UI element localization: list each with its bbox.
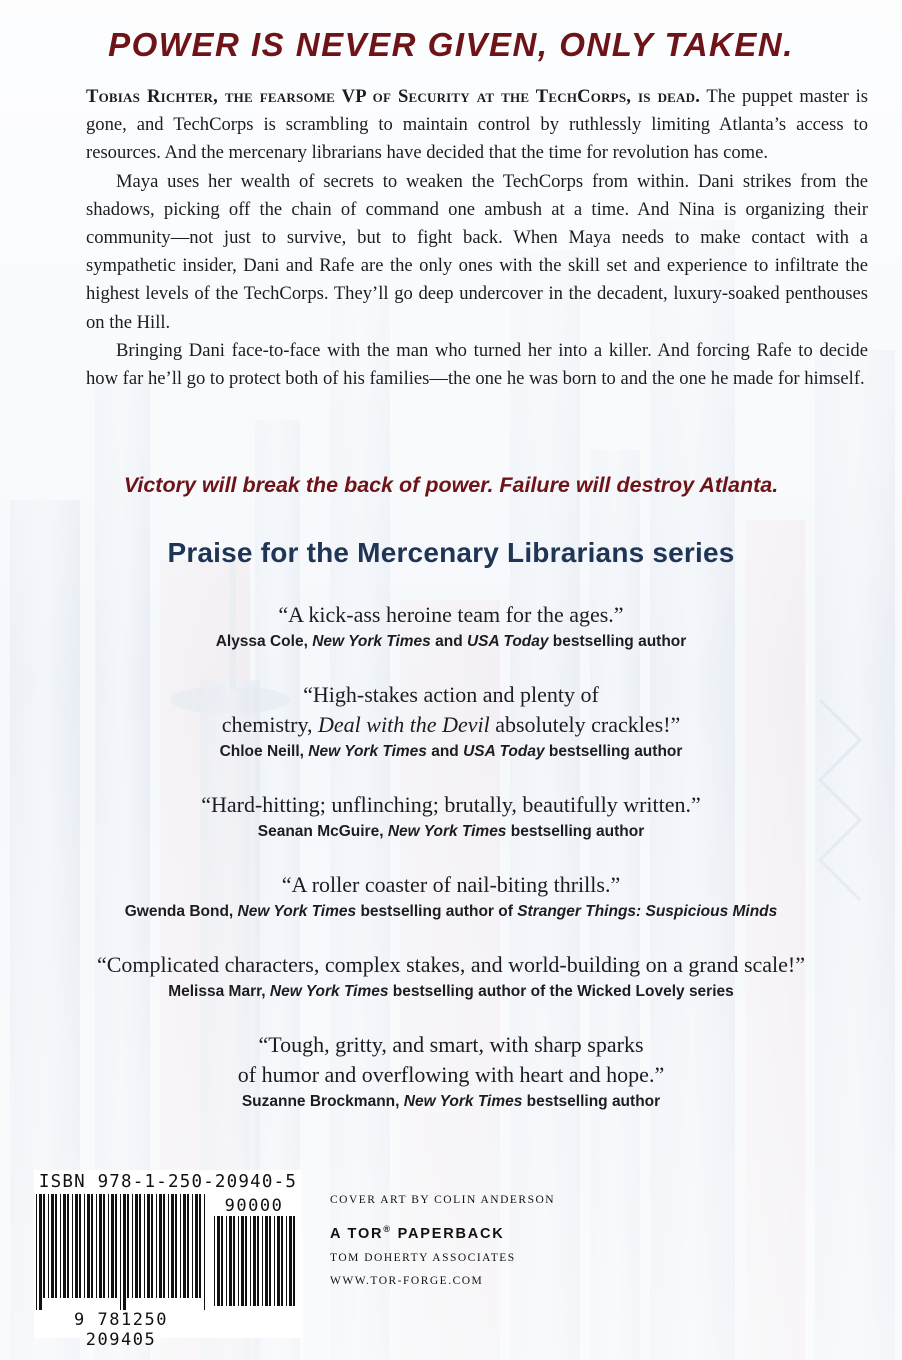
praise-title: Praise for the Mercenary Librarians series <box>167 537 735 568</box>
price-code: 90000 <box>224 1196 284 1216</box>
blurb-paragraph-1 <box>86 83 868 168</box>
barcode-bar <box>72 1194 73 1298</box>
barcode-bar <box>111 1194 114 1298</box>
barcode-bar <box>115 1194 117 1298</box>
barcode-bar <box>204 1194 205 1310</box>
barcode-bar <box>39 1194 42 1310</box>
isbn-barcode <box>34 1170 302 1350</box>
barcode-bar <box>48 1194 49 1298</box>
barcode-bar <box>156 1194 157 1298</box>
barcode-bar <box>192 1194 193 1298</box>
barcode-bar <box>51 1194 54 1298</box>
barcode-bar <box>281 1216 283 1306</box>
praise-quote: “Hard-hitting; unflinching; brutally, beautifully written.” <box>201 792 701 817</box>
barcode-bar <box>36 1194 37 1310</box>
praise-item-seanan-mcguire <box>0 790 902 842</box>
barcode-bar <box>67 1194 69 1298</box>
barcode-bar <box>79 1194 81 1298</box>
barcode-bar <box>250 1216 251 1306</box>
cover-art-credit: COVER ART BY COLIN ANDERSON <box>330 1194 556 1206</box>
barcode-bar <box>241 1216 244 1306</box>
barcode-bar <box>159 1194 162 1298</box>
barcode-bar <box>187 1194 189 1298</box>
barcode-bar <box>151 1194 153 1298</box>
barcode-bar <box>195 1194 198 1298</box>
barcode-bar <box>257 1216 259 1306</box>
praise-quote: “A roller coaster of nail-biting thrills.” <box>281 872 621 897</box>
barcode-bar <box>43 1194 45 1298</box>
barcode-bar <box>123 1194 126 1310</box>
praise-quote-line-2: chemistry, Deal with the Devil absolutely crackles!” <box>221 712 681 737</box>
barcode-bar <box>60 1194 61 1298</box>
barcode-bar <box>63 1194 66 1298</box>
barcode-bar <box>199 1194 201 1298</box>
barcode-bar <box>96 1194 97 1298</box>
praise-item-gwenda-bond <box>0 870 902 922</box>
blurb-paragraph-3: Bringing Dani face-to-face with the man who turned her into a killer. And forcing Rafe to decide how far he’ll go to protect both of his families—the one he was born to and the one he made for himself. <box>86 339 868 390</box>
praise-attribution: Alyssa Cole, New York Times and USA Today bestselling author <box>215 633 687 650</box>
barcode-bar <box>226 1216 227 1306</box>
barcode-bar <box>75 1194 78 1298</box>
isbn-label: ISBN 978-1-250-20940-5 <box>38 1172 298 1192</box>
praise-attribution: Suzanne Brockmann, New York Times bestselling author <box>241 1093 661 1110</box>
barcode-bar <box>135 1194 138 1298</box>
barcode-bar <box>139 1194 141 1298</box>
barcode-bar <box>245 1216 247 1306</box>
praise-item-suzanne-brockmann <box>0 1030 902 1112</box>
praise-quote: “A kick-ass heroine team for the ages.” <box>278 602 624 627</box>
ean-barcode-bars <box>36 1194 208 1312</box>
barcode-bar <box>265 1216 268 1306</box>
blurb-paragraph-2: Maya uses her wealth of secrets to weaken the TechCorps from within. Dani strikes from the shadows, picking off the chain of command one ambush at a time. And Nina is organizing their community—not just to survive, but to fight back. When Maya needs to make contact with a sympathetic insider, Dani and Rafe are the only ones with the skill set and experience to infiltrate the highest levels of the TechCorps. They’ll go deep undercover in the decadent, luxury-soaked penthouses on the Hill. <box>86 170 868 333</box>
barcode-bar <box>217 1216 220 1306</box>
barcode-bar <box>108 1194 109 1298</box>
barcode-bar <box>163 1194 165 1298</box>
barcode-bar <box>84 1194 85 1298</box>
publisher-website: WWW.TOR-FORGE.COM <box>330 1274 484 1287</box>
barcode-bar <box>91 1194 93 1298</box>
barcode-bar <box>168 1194 169 1298</box>
praise-attribution: Chloe Neill, New York Times and USA Today bestselling author <box>219 743 683 760</box>
publisher-imprint: A TOR® PAPERBACK <box>330 1224 505 1242</box>
barcode-bar <box>262 1216 263 1306</box>
praise-list <box>0 600 902 1112</box>
praise-quote: “High-stakes action and plenty of <box>303 682 599 707</box>
barcode-bar <box>99 1194 102 1298</box>
praise-quote: “Complicated characters, complex stakes, and world-building on a grand scale!” <box>96 952 806 977</box>
barcode-bar <box>183 1194 186 1298</box>
barcode-bar <box>87 1194 90 1298</box>
barcode-bar <box>221 1216 223 1306</box>
barcode-bar <box>147 1194 150 1298</box>
barcode-bar <box>175 1194 177 1298</box>
barcode-bar <box>120 1194 121 1310</box>
blurb-lead: Tobias Richter, the fearsome VP of Security at the TechCorps, is dead. <box>86 86 701 107</box>
barcode-bar <box>233 1216 235 1306</box>
blurb-p1-text: The puppet master is gone, and TechCorps is scrambling to maintain control by ruthlessly limiting Atlanta’s access to resources. And the mercenary librarians have decided that the time for revolution has come. <box>86 86 868 164</box>
barcode-bar <box>229 1216 232 1306</box>
barcode-bar <box>238 1216 239 1306</box>
barcode-bar <box>127 1194 129 1298</box>
barcode-bar <box>55 1194 57 1298</box>
praise-attribution: Seanan McGuire, New York Times bestselling author <box>257 823 645 840</box>
publisher-credits <box>330 1194 630 1287</box>
barcode-bar <box>214 1216 215 1306</box>
barcode-bar <box>144 1194 145 1298</box>
barcode-bar <box>180 1194 181 1298</box>
praise-item-chloe-neill <box>0 680 902 762</box>
ean-digits: 9 781250 209405 <box>74 1310 168 1350</box>
praise-item-melissa-marr <box>0 950 902 1002</box>
headline: POWER IS NEVER GIVEN, ONLY TAKEN. <box>108 26 794 63</box>
barcode-bar <box>286 1216 287 1306</box>
barcode-bar <box>274 1216 275 1306</box>
barcode-bar <box>269 1216 271 1306</box>
price-addon-bars <box>214 1216 298 1308</box>
barcode-bar <box>293 1216 295 1306</box>
barcode-bar <box>253 1216 256 1306</box>
publisher-associates: TOM DOHERTY ASSOCIATES <box>330 1251 516 1264</box>
barcode-bar <box>289 1216 292 1306</box>
praise-quote-line-2: of humor and overflowing with heart and hope.” <box>237 1062 665 1087</box>
praise-attribution: Gwenda Bond, New York Times bestselling author of Stranger Things: Suspicious Minds <box>124 903 778 920</box>
barcode-bar <box>171 1194 174 1298</box>
praise-item-alyssa-cole <box>0 600 902 652</box>
praise-attribution: Melissa Marr, New York Times bestselling author of the Wicked Lovely series <box>168 983 734 1000</box>
barcode-bar <box>277 1216 280 1306</box>
barcode-bar <box>132 1194 133 1298</box>
barcode-bar <box>103 1194 105 1298</box>
tagline: Victory will break the back of power. Failure will destroy Atlanta. <box>123 473 779 497</box>
praise-quote: “Tough, gritty, and smart, with sharp sparks <box>258 1032 644 1057</box>
blurb <box>86 83 868 393</box>
